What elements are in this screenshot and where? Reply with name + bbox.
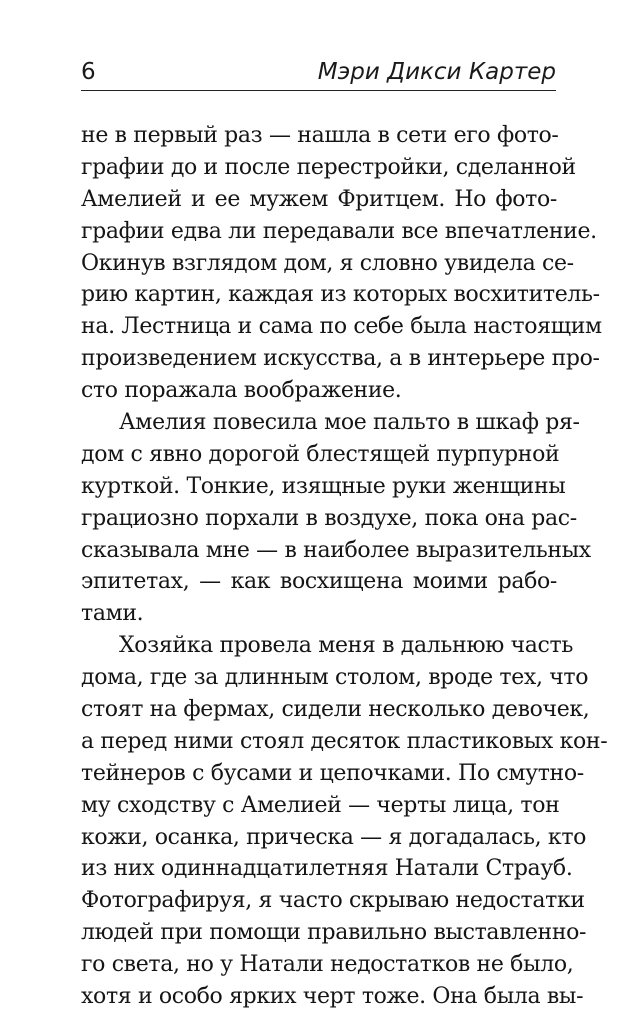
text-line: го света, но у Натали недостатков не было, [81,952,574,978]
text-line: му сходству с Амелией — черты лица, тон [81,792,560,818]
text-line: Амелией и ее мужем Фритцем. Но фото- [81,186,557,212]
text-line: людей при помощи правильно выставленно- [81,920,587,946]
text-line: эпитетах, — как восхищена моими рабо- [81,569,557,595]
text-line: тейнеров с бусами и цепочками. По смутно- [81,760,584,786]
text-line: грациозно порхали в воздухе, пока она рас- [81,505,577,531]
body-text [81,120,608,1013]
text-line: сказывала мне — в наиболее выразительных [81,537,591,563]
text-line: Амелия повесила мое пальто в шкаф ря- [119,410,580,436]
text-line: а перед ними стоял десяток пластиковых кон- [81,728,608,754]
text-line: на. Лестница и сама по себе была настоящим [81,314,602,340]
text-line: Окинув взглядом дом, я словно увидела се- [81,250,574,276]
text-line: графии едва ли передавали все впечатление. [81,218,597,244]
page-number: 6 [81,59,96,85]
running-title: Мэри Дикси Картер [317,59,556,85]
text-line: хотя и особо ярких черт тоже. Она была вы- [81,984,584,1010]
text-line: рию картин, каждая из которых восхититель- [81,282,600,308]
text-line: кожи, осанка, прическа — я догадалась, кто [81,824,587,850]
text-line: графии до и после перестройки, сделанной [81,154,576,180]
text-line: курткой. Тонкие, изящные руки женщины [81,473,566,499]
text-line: Фотографируя, я часто скрываю недостатки [81,888,585,914]
page-header [81,54,556,91]
text-line: произведением искусства, а в интерьере про- [81,346,600,372]
text-line: из них одиннадцатилетняя Натали Страуб. [81,856,573,882]
text-line: тами. [81,601,144,627]
text-line: сто поражала воображение. [81,378,402,404]
text-line: стоят на фермах, сидели несколько девочек, [81,697,590,723]
text-line: дома, где за длинным столом, вроде тех, что [81,665,589,691]
text-line: Хозяйка провела меня в дальнюю часть [119,633,573,659]
text-line: не в первый раз — нашла в сети его фото- [81,123,559,148]
text-line: дом с явно дорогой блестящей пурпурной [81,441,560,467]
